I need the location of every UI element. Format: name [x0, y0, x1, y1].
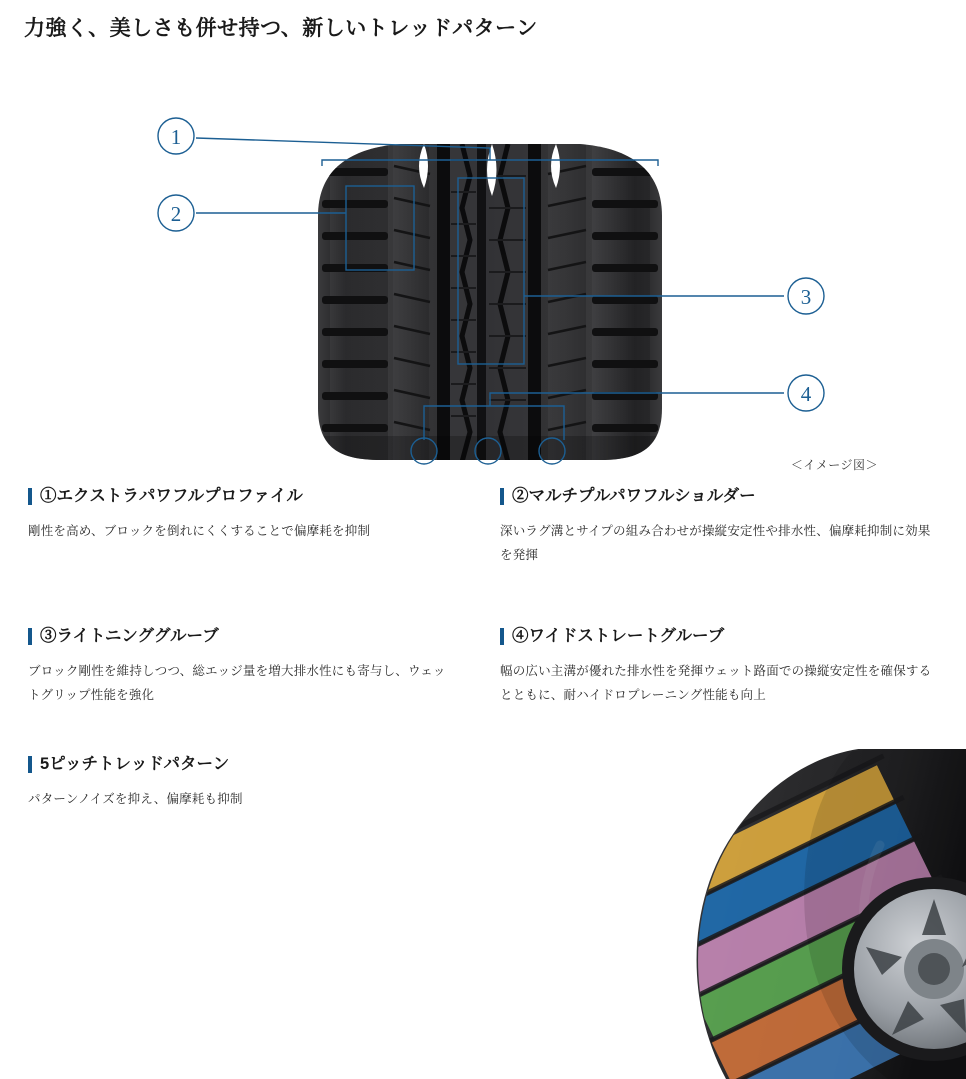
feature-item-5	[28, 754, 458, 812]
feature-body: パターンノイズを抑え、偏摩耗も抑制	[28, 792, 243, 807]
tread-diagram-svg	[0, 48, 966, 468]
feature-body: 剛性を高め、ブロックを倒れにくくすることで偏摩耗を抑制	[28, 524, 371, 539]
page-title: 力強く、美しさも併せ持つ、新しいトレッドパターン	[24, 17, 538, 40]
callout-number-2: 2	[170, 202, 182, 226]
callout-number-1: 1	[170, 125, 182, 149]
feature-heading: ②マルチプルパワフルショルダー	[500, 486, 940, 507]
feature-item-2	[500, 486, 940, 567]
feature-item-1	[28, 486, 458, 544]
feature-heading: ④ワイドストレートグルーブ	[500, 626, 940, 647]
feature-body: 深いラグ溝とサイプの組み合わせが操縦安定性や排水性、偏摩耗抑制に効果を発揮	[500, 524, 931, 562]
tyre-illustration	[310, 138, 670, 468]
image-note: ＜イメージ図＞	[790, 458, 878, 472]
callout-number-3: 3	[800, 285, 812, 309]
feature-heading: ①エクストラパワフルプロファイル	[28, 486, 458, 507]
pitch-pattern-tyre-photo	[666, 749, 966, 1079]
pitch-tyre-svg	[666, 749, 966, 1079]
feature-item-3	[28, 626, 458, 707]
feature-body: 幅の広い主溝が優れた排水性を発揮ウェット路面での操縦安定性を確保するとともに、耐ハイドロプレーニング性能も向上	[500, 664, 932, 702]
feature-heading: 5ピッチトレッドパターン	[28, 754, 458, 775]
feature-body: ブロック剛性を維持しつつ、総エッジ量を増大排水性にも寄与し、ウェットグリップ性能を強化	[28, 664, 446, 702]
feature-item-4	[500, 626, 940, 707]
tread-pattern-diagram	[0, 48, 966, 472]
feature-heading: ③ライトニンググルーブ	[28, 626, 458, 647]
callout-number-4: 4	[800, 382, 812, 406]
